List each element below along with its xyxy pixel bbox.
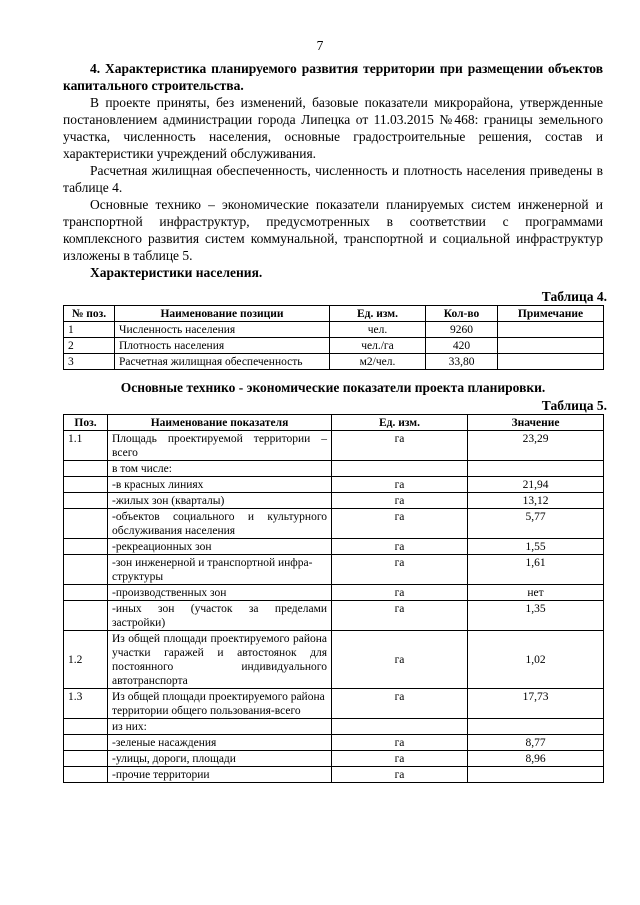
- paragraph: Основные технико – экономические показатели планируемых систем инженерной и транспортной инфраструктур, предусмотренных в соответствии с программами комплексного развития систем коммунальной, транспортной и социальной инфраструктур изложены в таблице 5.: [63, 197, 603, 263]
- table5-caption: Таблица 5.: [541, 398, 607, 413]
- table-row: [64, 585, 604, 601]
- cell-pos: [64, 751, 108, 767]
- table4-caption: Таблица 4.: [541, 289, 607, 304]
- cell-unit: га: [332, 477, 468, 493]
- table-header-row: [64, 415, 604, 431]
- table-row: [64, 431, 604, 461]
- table-row: [64, 751, 604, 767]
- cell-name: -объектов социального и культурного обслуживания населения: [108, 509, 332, 539]
- table-row: [64, 689, 604, 719]
- cell-pos: [64, 719, 108, 735]
- cell-name: -иных зон (участок за пределами застройки): [108, 601, 332, 631]
- table-row: [64, 767, 604, 783]
- cell-pos: [64, 461, 108, 477]
- cell-name: Из общей площади проектируемого района территории общего пользования-всего: [108, 689, 332, 719]
- cell-unit: га: [332, 539, 468, 555]
- cell-value: 1,35: [468, 601, 604, 631]
- cell-value: нет: [468, 585, 604, 601]
- cell-value: 17,73: [468, 689, 604, 719]
- cell-pos: 2: [64, 338, 115, 354]
- cell-pos: [64, 555, 108, 585]
- cell-unit: га: [332, 751, 468, 767]
- cell-pos: 1.1: [64, 431, 108, 461]
- col-header: № поз.: [64, 306, 115, 322]
- cell-unit: га: [332, 689, 468, 719]
- cell-unit: га: [332, 767, 468, 783]
- table-header-row: [64, 306, 604, 322]
- table-row: [64, 509, 604, 539]
- cell-name: Из общей площади проектируемого района участки гаражей и автостоянок для постоянного индивидуального автотранспорта: [108, 631, 332, 689]
- cell-note: [498, 338, 604, 354]
- cell-value: 1,02: [468, 631, 604, 689]
- table5-body: [64, 431, 604, 783]
- paragraph: Расчетная жилищная обеспеченность, численность и плотность населения приведены в таблице 4.: [63, 163, 603, 195]
- cell-unit: га: [332, 431, 468, 461]
- cell-unit: га: [332, 601, 468, 631]
- col-header: Ед. изм.: [330, 306, 426, 322]
- cell-value: 33,80: [426, 354, 498, 370]
- cell-pos: [64, 477, 108, 493]
- cell-pos: [64, 767, 108, 783]
- table-row: [64, 735, 604, 751]
- cell-name: -рекреационных зон: [108, 539, 332, 555]
- cell-value: 420: [426, 338, 498, 354]
- table-row: [64, 322, 604, 338]
- col-header: Примечание: [498, 306, 604, 322]
- cell-name: -прочие территории: [108, 767, 332, 783]
- table-row: [64, 493, 604, 509]
- cell-unit: га: [332, 735, 468, 751]
- cell-unit: чел./га: [330, 338, 426, 354]
- cell-name: -в красных линиях: [108, 477, 332, 493]
- cell-name: -жилых зон (кварталы): [108, 493, 332, 509]
- body-text: [63, 60, 603, 281]
- cell-value: 1,55: [468, 539, 604, 555]
- cell-pos: 1.2: [64, 631, 108, 689]
- cell-pos: [64, 585, 108, 601]
- paragraph: В проекте приняты, без изменений, базовые показатели микрорайона, утвержденные постановлением администрации города Липецка от 11.03.2015 №468: границы земельного участка, численность населения, основные градостроительные решения, состав и характеристики учреждений обслуживания.: [63, 95, 603, 161]
- cell-unit: [332, 461, 468, 477]
- cell-value: [468, 719, 604, 735]
- cell-name: Площадь проектируемой территории – всего: [108, 431, 332, 461]
- cell-name: Расчетная жилищная обеспеченность: [115, 354, 330, 370]
- cell-unit: [332, 719, 468, 735]
- table-row: [64, 631, 604, 689]
- cell-value: [468, 767, 604, 783]
- cell-value: 8,77: [468, 735, 604, 751]
- cell-unit: м2/чел.: [330, 354, 426, 370]
- cell-unit: га: [332, 509, 468, 539]
- col-header: Наименование показателя: [108, 415, 332, 431]
- cell-value: 8,96: [468, 751, 604, 767]
- cell-value: 23,29: [468, 431, 604, 461]
- cell-name: Плотность населения: [115, 338, 330, 354]
- table5-title: Основные технико - экономические показатели проекта планировки.: [120, 380, 546, 395]
- col-header: Наименование позиции: [115, 306, 330, 322]
- table-row: [64, 601, 604, 631]
- cell-value: 9260: [426, 322, 498, 338]
- cell-unit: га: [332, 555, 468, 585]
- table-row: [64, 555, 604, 585]
- col-header: Поз.: [64, 415, 108, 431]
- table-row: [64, 461, 604, 477]
- cell-pos: [64, 509, 108, 539]
- cell-value: 1,61: [468, 555, 604, 585]
- cell-pos: [64, 735, 108, 751]
- cell-name: из них:: [108, 719, 332, 735]
- cell-unit: чел.: [330, 322, 426, 338]
- cell-value: [468, 461, 604, 477]
- cell-pos: [64, 493, 108, 509]
- col-header: Значение: [468, 415, 604, 431]
- cell-pos: [64, 539, 108, 555]
- cell-unit: га: [332, 585, 468, 601]
- table-row: [64, 477, 604, 493]
- table-row: [64, 719, 604, 735]
- table-row: [64, 338, 604, 354]
- cell-name: -зеленые насаждения: [108, 735, 332, 751]
- cell-pos: 1: [64, 322, 115, 338]
- col-header: Ед. изм.: [332, 415, 468, 431]
- cell-value: 5,77: [468, 509, 604, 539]
- section-heading: 4. Характеристика планируемого развития территории при размещении объектов капитального строительства.: [63, 61, 603, 93]
- cell-note: [498, 354, 604, 370]
- population-heading: Характеристики населения.: [90, 265, 263, 280]
- table-row: [64, 539, 604, 555]
- table-5: [63, 414, 604, 783]
- cell-unit: га: [332, 493, 468, 509]
- cell-name: -улицы, дороги, площади: [108, 751, 332, 767]
- cell-name: -зон инженерной и транспортной инфра- структуры: [108, 555, 332, 585]
- cell-pos: 3: [64, 354, 115, 370]
- cell-name: -производственных зон: [108, 585, 332, 601]
- cell-name: в том числе:: [108, 461, 332, 477]
- col-header: Кол-во: [426, 306, 498, 322]
- cell-note: [498, 322, 604, 338]
- cell-value: 13,12: [468, 493, 604, 509]
- cell-unit: га: [332, 631, 468, 689]
- cell-pos: 1.3: [64, 689, 108, 719]
- table-4: [63, 305, 604, 370]
- cell-name: Численность населения: [115, 322, 330, 338]
- cell-value: 21,94: [468, 477, 604, 493]
- table-row: [64, 354, 604, 370]
- cell-pos: [64, 601, 108, 631]
- page-number: 7: [316, 38, 324, 53]
